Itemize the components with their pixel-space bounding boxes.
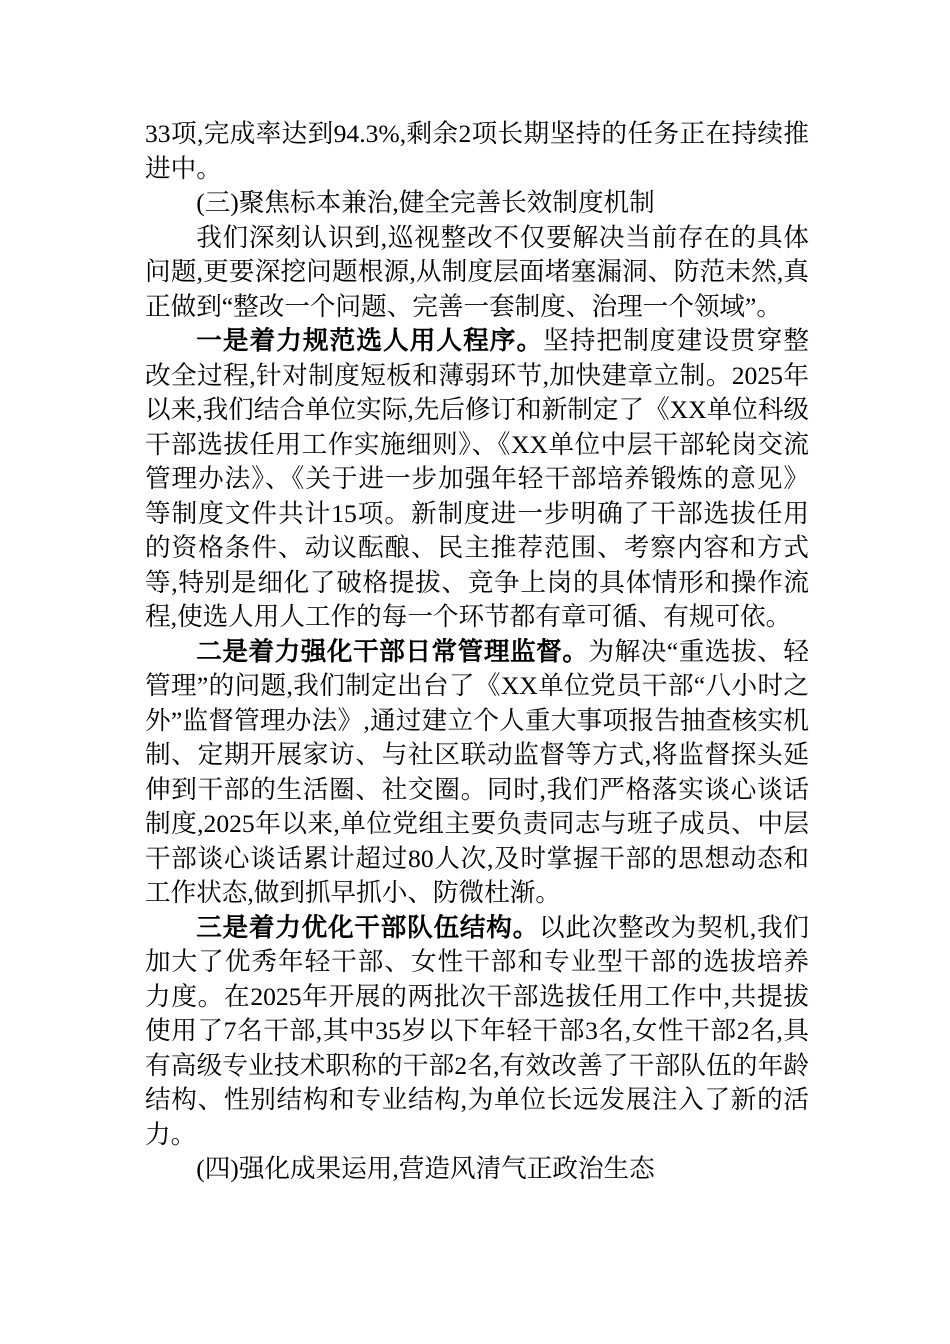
item-3-body: 以此次整改为契机,我们加大了优秀年轻干部、女性干部和专业型干部的选拔培养力度。在2025年开展的两批次干部选拔任用工作中,共提拔使用了7名干部,其中35岁以下年轻干部3名,女性干部2名,具有高级专业技术职称的干部2名,有效改善了干部队伍的年龄结构、性别结构和专业结构,为单位长远发展注入了新的活力。 xyxy=(145,912,809,1149)
item-1-paragraph xyxy=(145,324,809,635)
item-2-body: 为解决“重选拔、轻管理”的问题,我们制定出台了《XX单位党员干部“八小时之外”监督管理办法》,通过建立个人重大事项报告抽查核实机制、定期开展家访、与社区联动监督等方式,将监督探头延伸到干部的生活圈、社交圈。同时,我们严格落实谈心谈话制度,2025年以来,单位党组主要负责同志与班子成员、中层干部谈心谈话累计超过80人次,及时掌握干部的思想动态和工作状态,做到抓早抓小、防微杜渐。 xyxy=(145,636,809,907)
intro-paragraph: 我们深刻认识到,巡视整改不仅要解决当前存在的具体问题,更要深挖问题根源,从制度层面堵塞漏洞、防范未然,真正做到“整改一个问题、完善一套制度、治理一个领域”。 xyxy=(145,222,809,321)
section-heading-3: (三)聚焦标本兼治,健全完善长效制度机制 xyxy=(196,188,655,217)
item-1-body: 坚持把制度建设贯穿整改全过程,针对制度短板和薄弱环节,加快建章立制。2025年以来,我们结合单位实际,先后修订和新制定了《XX单位科级干部选拔任用工作实施细则》、《XX单位中层干部轮岗交流管理办法》、《关于进一步加强年轻干部培养锻炼的意见》等制度文件共计15项。新制度进一步明确了干部选拔任用的资格条件、动议酝酿、民主推荐范围、考察内容和方式等,特别是细化了破格提拔、竞争上岗的具体情形和操作流程,使选人用人工作的每一个环节都有章可循、有规可依。 xyxy=(145,326,810,631)
continuation-paragraph: 33项,完成率达到94.3%,剩余2项长期坚持的任务正在持续推进中。 xyxy=(145,119,809,183)
item-1-lead: 一是着力规范选人用人程序。 xyxy=(196,326,544,355)
item-3-lead: 三是着力优化干部队伍结构。 xyxy=(196,912,539,942)
section-heading-4: (四)强化成果运用,营造风清气正政治生态 xyxy=(196,1154,655,1183)
item-2-lead: 二是着力强化干部日常管理监督。 xyxy=(196,636,589,666)
item-3-paragraph xyxy=(145,911,809,1153)
document-page xyxy=(145,117,809,1187)
item-2-paragraph xyxy=(145,635,809,911)
